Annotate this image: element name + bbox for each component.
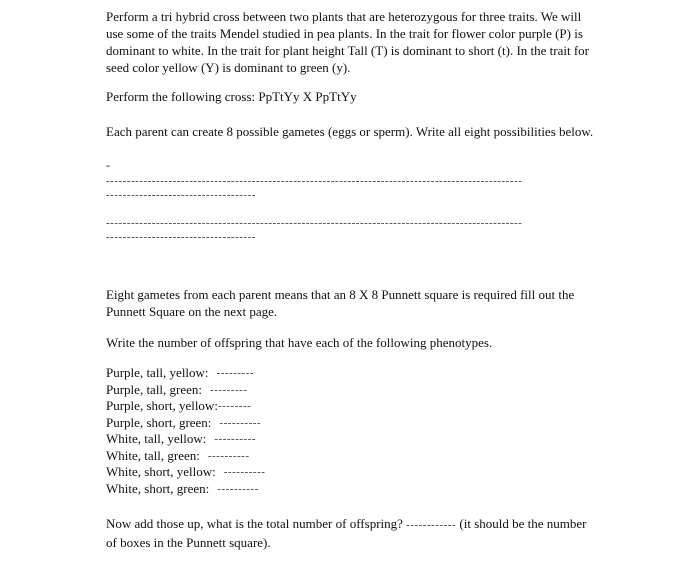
- answer-hyphen: -: [106, 158, 110, 172]
- worksheet-page: [106, 8, 596, 551]
- phenotype-answer-blank[interactable]: ----------: [214, 433, 257, 445]
- phenotype-row: [106, 464, 596, 481]
- phenotype-answer-blank[interactable]: ----------: [219, 416, 262, 429]
- phenotype-row: [106, 415, 596, 432]
- gamete-answer-line[interactable]: ----------------------------------------------------------------------------------------------------: [106, 175, 523, 187]
- phenotype-answer-blank[interactable]: ----------: [217, 482, 259, 495]
- phenotype-answer-blank[interactable]: ---------: [216, 367, 255, 379]
- phenotype-row: [106, 431, 596, 448]
- phenotype-row: [106, 382, 596, 399]
- phenotype-label: White, tall, green:: [106, 447, 200, 463]
- total-question-text: Now add those up, what is the total number of offspring?: [106, 516, 403, 531]
- phenotype-list: [106, 365, 596, 497]
- phenotype-answer-blank[interactable]: --------: [217, 400, 252, 412]
- phenotype-label: Purple, short, yellow:: [106, 398, 218, 413]
- phenotype-row: [106, 481, 596, 498]
- gamete-answer-line[interactable]: ----------------------------------------------------------------------------------------------------: [106, 217, 523, 229]
- phenotype-row: [106, 365, 596, 382]
- phenotype-answer-blank[interactable]: ---------: [210, 383, 248, 396]
- total-question: [106, 515, 596, 551]
- gamete-answer-block-2: [106, 216, 596, 244]
- phenotype-answer-blank[interactable]: ----------: [223, 466, 266, 478]
- gametes-instruction: Each parent can create 8 possible gametes (eggs or sperm). Write all eight possibilities below.: [106, 124, 594, 139]
- total-answer-blank[interactable]: ------------: [406, 519, 457, 531]
- phenotype-label: Purple, short, green:: [106, 414, 212, 430]
- phenotype-label: White, short, green:: [106, 480, 210, 496]
- intro-paragraph: Perform a tri hybrid cross between two plants that are heterozygous for three traits. We will use some of the traits Mendel studied in pea plants. In the trait for flower color purple (P) is dominant to white. In the trait for plant height Tall (T) is dominant to short (t). In the trait for seed color yellow (Y) is dominant to green (y).: [106, 9, 589, 75]
- punnett-instruction: Eight gametes from each parent means that an 8 X 8 Punnett square is required fill out the Punnett Square on the next page.: [106, 287, 575, 319]
- total-question-hint: (it should be the number of boxes in the Punnett square).: [106, 516, 587, 550]
- phenotype-label: White, short, yellow:: [106, 464, 216, 479]
- phenotype-row: [106, 448, 596, 465]
- gamete-answer-line-short[interactable]: ------------------------------------: [106, 231, 256, 243]
- phenotype-label: Purple, tall, yellow:: [106, 365, 209, 380]
- phenotype-label: Purple, tall, green:: [106, 381, 203, 397]
- phenotype-label: White, tall, yellow:: [106, 431, 207, 446]
- gamete-answer-block-1: [106, 174, 596, 202]
- cross-instruction: Perform the following cross: PpTtYy X PpTtYy: [106, 89, 357, 104]
- phenotype-row: [106, 398, 596, 415]
- phenotype-prompt: Write the number of offspring that have each of the following phenotypes.: [106, 335, 493, 350]
- gamete-answer-line-short[interactable]: ------------------------------------: [106, 189, 256, 201]
- phenotype-answer-blank[interactable]: ----------: [207, 449, 250, 462]
